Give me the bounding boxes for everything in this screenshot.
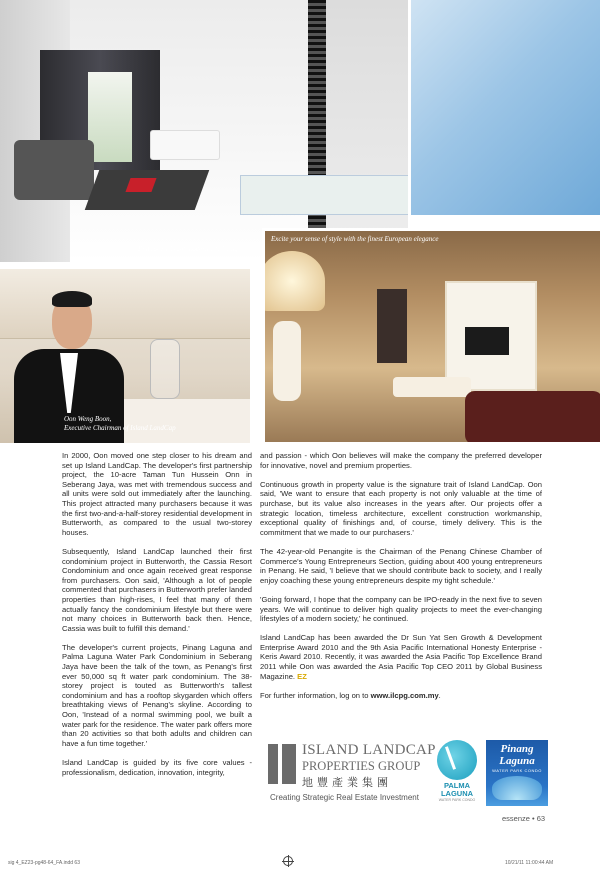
print-slug-right: 10/21/11 11:00:44 AM — [505, 860, 554, 866]
water-wave-icon — [492, 776, 542, 800]
article-column-1 — [62, 451, 252, 787]
palm-tree-icon — [437, 740, 477, 780]
paragraph: and passion - which Oon believes will make the company the preferred developer for innovative, novel and premium properties. — [260, 451, 542, 470]
paragraph: The 42-year-old Penangite is the Chairman of the Penang Chinese Chamber of Commerce's Young Entrepreneurs Section, guiding about 400 young entrepreneurs in Penang. He said, 'I believe that we should contribute back to society, and I really enjoy coaching these young entrepreneurs despite my tight schedule.' — [260, 546, 542, 585]
article-column-2 — [260, 451, 542, 710]
paragraph: Subsequently, Island LandCap launched their first condominium project in Butterworth, the Cassia Resort Condominium and once again received great response from purchasers. Oon said, 'Although a lot of people commented that purchasers in Butterworth prefer landed properties than high-rises, I feel that many of them actually fancy the condominium lifestyle but there were not many choices in Butterworth back then. Hence, Cassia was built to fulfill this demand.' — [62, 546, 252, 633]
sky-background — [411, 0, 600, 215]
paragraph: Continuous growth in property value is the signature trait of Island LandCap. Oon said, 'We want to ensure that each property is not only valuable at the time of purchase, but its value also increases in the years after. Our projects offer a strategic location, timeless architecture, excellent construction workmanship, exceptional quality of finishings and, of course, timely delivery. This is the commitment that we made to our purchasers.' — [260, 479, 542, 537]
ilc-tagline: Creating Strategic Real Estate Investment — [270, 793, 419, 802]
end-mark: EZ — [297, 671, 307, 681]
dining-room-photo — [262, 228, 600, 442]
awards-paragraph: Island LandCap has been awarded the Dr Sun Yat Sen Growth & Development Enterprise Award 2010 and the 9th Asia Pacific International Honesty Enterprise - Keris Award 2010. Recently, it was awarded the Asia Pacific Top Excellence Brand 2011 while Oon was awarded the Asia Pacific Top CEO 2011 by Global Business Magazine. EZ — [260, 633, 542, 681]
portrait-caption: Oon Weng Boon, Executive Chairman of Island LandCap — [64, 415, 176, 432]
paragraph: 'Going forward, I hope that the company can be IPO-ready in the next five to seven years. We will continue to deliver high quality projects to meet the ever-changing lifestyles of a modern society,' he continued. — [260, 594, 542, 624]
info-paragraph: For further information, log on to www.ilcpg.com.my. — [260, 690, 441, 700]
paragraph: Island LandCap is guided by its five core values - professionalism, dedication, innovation, integrity, — [62, 758, 252, 777]
portrait-photo — [0, 269, 250, 443]
island-landcap-logo: ISLAND LANDCAP PROPERTIES GROUP 地豐產業集團 Creating Strategic Real Estate Investment — [270, 742, 436, 802]
living-room-caption: Embrace vibrant modern city living — [138, 245, 238, 253]
living-room-photo — [0, 0, 410, 262]
pinang-laguna-logo: Pinang Laguna WATER PARK CONDO — [486, 740, 548, 806]
ilc-mark-icon — [268, 744, 296, 784]
print-slug-left: sig 4_EZ23-pg48-64_FA.indd 63 — [8, 860, 80, 866]
paragraph: In 2000, Oon moved one step closer to his dream and set up Island LandCap. The developer's first partnership project, the 10-acre Taman Tun Hussein Onn in Seberang Jaya, was met with tremendous success and all units were sold out immediately after the launching. This project attracted many purchasers because it was the first two-and-a-half-storey residential development in Butterworth, as compared to the usual two-storey houses. — [62, 451, 252, 537]
dining-room-caption: Excite your sense of style with the finest European elegance — [271, 235, 439, 243]
website-link[interactable]: www.ilcpg.com.my — [370, 690, 439, 700]
palma-laguna-logo: PALMA LAGUNA WATER PARK CONDO — [434, 740, 480, 806]
paragraph: The developer's current projects, Pinang Laguna and Palma Laguna Water Park Condominium in Seberang Jaya have been the talk of the town, as Penang's first ever 50,000 sq ft water park condominium. The 38-storey project is touted as Butterworth's tallest condominium and has a rooftop skygarden which offers breathtaking views of Penang's skyline. According to Oon, 'Instead of a normal swimming pool, we built a water park for the residence. The water park offers more than 20 activities so that both adults and children can have a fun time together.' — [62, 642, 252, 748]
registration-mark-icon — [283, 856, 293, 866]
page-folio: essenze • 63 — [502, 814, 546, 823]
